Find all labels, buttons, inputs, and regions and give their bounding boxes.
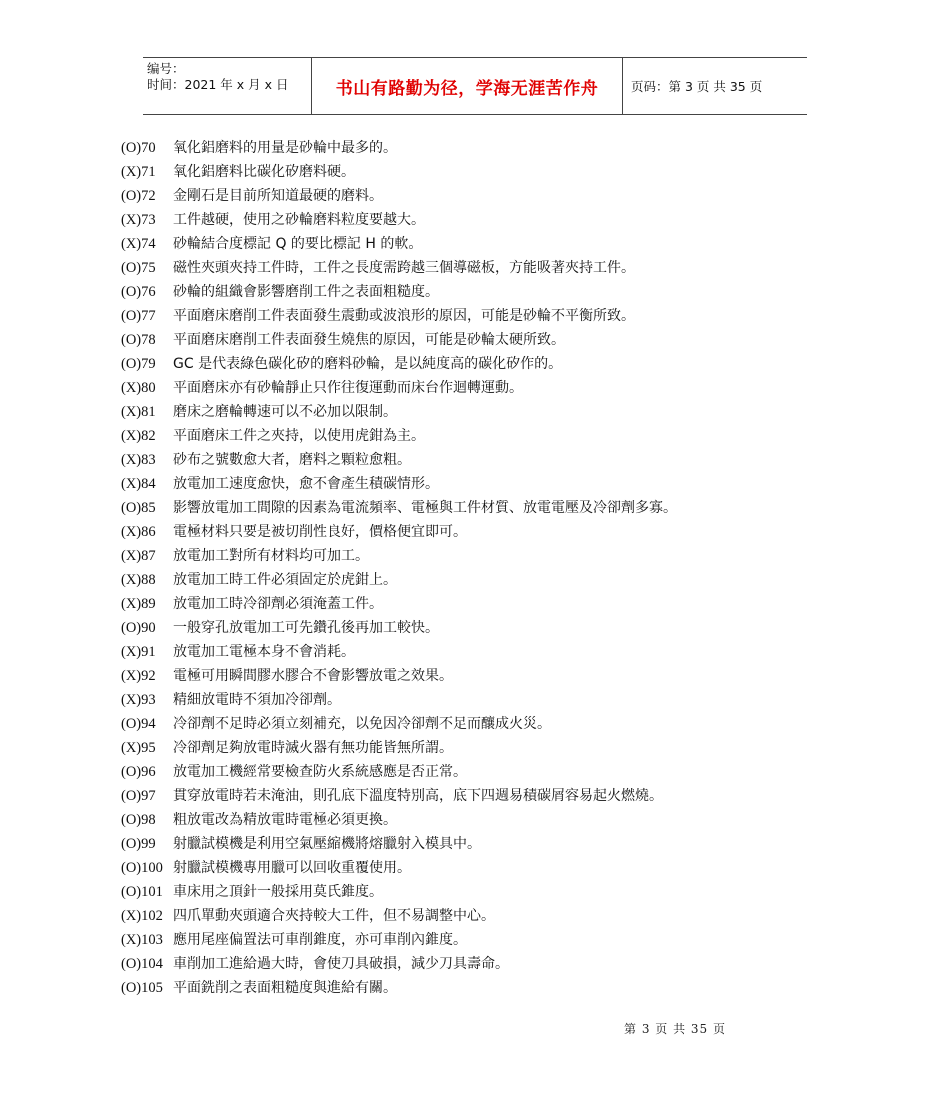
statement-text: 應用尾座偏置法可車削錐度，亦可車削內錐度。 <box>173 932 467 948</box>
answer-mark: (X)86 <box>121 524 156 540</box>
statement-text: 射臘試模機是利用空氣壓縮機將熔臘射入模具中。 <box>173 836 481 852</box>
answer-mark: (O)101 <box>121 884 163 900</box>
answer-mark: (X)88 <box>121 572 156 588</box>
answer-mark: (O)105 <box>121 980 163 996</box>
answer-mark: (O)94 <box>121 716 156 732</box>
list-item <box>121 400 821 424</box>
list-item <box>121 424 821 448</box>
list-item <box>121 544 821 568</box>
statement-text: 影響放電加工間隙的因素為電流頻率、電極與工件材質、放電電壓及冷卻劑多寡。 <box>173 500 677 516</box>
list-item <box>121 232 821 256</box>
statement-text: 冷卻劑不足時必須立刻補充，以免因冷卻劑不足而釀成火災。 <box>173 716 551 732</box>
answer-mark: (O)76 <box>121 284 156 300</box>
answer-mark: (X)92 <box>121 668 156 684</box>
list-item <box>121 256 821 280</box>
page-header <box>143 57 807 115</box>
statement-text: 貫穿放電時若未淹油，則孔底下溫度特別高，底下四週易積碳屑容易起火燃燒。 <box>173 788 663 804</box>
header-info <box>143 58 311 114</box>
statement-text: 氧化鋁磨料比碳化矽磨料硬。 <box>173 164 355 180</box>
list-item <box>121 928 821 952</box>
answer-mark: (O)96 <box>121 764 156 780</box>
answer-mark: (X)83 <box>121 452 156 468</box>
answer-mark: (X)87 <box>121 548 156 564</box>
list-item <box>121 448 821 472</box>
answer-mark: (X)93 <box>121 692 156 708</box>
answer-mark: (O)72 <box>121 188 156 204</box>
statement-text: 平面磨床亦有砂輪靜止只作往復運動而床台作迴轉運動。 <box>173 380 523 396</box>
statement-text: 放電加工速度愈快，愈不會產生積碳情形。 <box>173 476 439 492</box>
answer-mark: (X)71 <box>121 164 156 180</box>
answer-mark: (X)84 <box>121 476 156 492</box>
list-item <box>121 520 821 544</box>
answer-mark: (O)100 <box>121 860 163 876</box>
statement-text: GC 是代表綠色碳化矽的磨料砂輪，是以純度高的碳化矽作的。 <box>173 356 563 372</box>
list-item <box>121 832 821 856</box>
statement-text: 砂輪的組織會影響磨削工件之表面粗糙度。 <box>173 284 439 300</box>
list-item <box>121 184 821 208</box>
list-item <box>121 568 821 592</box>
list-item <box>121 160 821 184</box>
answer-mark: (O)78 <box>121 332 156 348</box>
list-item <box>121 328 821 352</box>
statement-text: 粗放電改為精放電時電極必須更換。 <box>173 812 397 828</box>
statement-text: 電極可用瞬間膠水膠合不會影響放電之效果。 <box>173 668 453 684</box>
statement-text: 放電加工對所有材料均可加工。 <box>173 548 369 564</box>
statement-text: 射臘試模機專用臘可以回收重覆使用。 <box>173 860 411 876</box>
list-item <box>121 976 821 1000</box>
answer-mark: (X)81 <box>121 404 156 420</box>
list-item <box>121 784 821 808</box>
list-item <box>121 352 821 376</box>
list-item <box>121 208 821 232</box>
statement-text: 氧化鋁磨料的用量是砂輪中最多的。 <box>173 140 397 156</box>
answer-mark: (O)85 <box>121 500 156 516</box>
list-item <box>121 496 821 520</box>
statement-text: 砂輪結合度標記 Q 的要比標記 H 的軟。 <box>173 236 423 252</box>
list-item <box>121 688 821 712</box>
answer-mark: (O)70 <box>121 140 156 156</box>
answer-mark: (X)102 <box>121 908 163 924</box>
list-item <box>121 616 821 640</box>
header-motto: 书山有路勤为径，学海无涯苦作舟 <box>311 58 623 114</box>
header-page-label: 页码：第 3 页 共 35 页 <box>631 79 763 94</box>
answer-mark: (X)73 <box>121 212 156 228</box>
list-item <box>121 856 821 880</box>
number-label: 编号： <box>147 61 185 76</box>
list-item <box>121 136 821 160</box>
statement-text: 放電加工時工件必須固定於虎鉗上。 <box>173 572 397 588</box>
statement-text: 砂布之號數愈大者，磨料之顆粒愈粗。 <box>173 452 411 468</box>
statement-text: 電極材料只要是被切削性良好，價格便宜即可。 <box>173 524 467 540</box>
statement-text: 四爪單動夾頭適合夾持較大工件，但不易調整中心。 <box>173 908 495 924</box>
statement-text: 精細放電時不須加冷卻劑。 <box>173 692 341 708</box>
answer-mark: (X)91 <box>121 644 156 660</box>
list-item <box>121 760 821 784</box>
statement-text: 放電加工電極本身不會消耗。 <box>173 644 355 660</box>
answer-mark: (O)98 <box>121 812 156 828</box>
list-item <box>121 280 821 304</box>
answer-mark: (O)99 <box>121 836 156 852</box>
answer-mark: (O)97 <box>121 788 156 804</box>
answer-mark: (O)77 <box>121 308 156 324</box>
answer-mark: (O)75 <box>121 260 156 276</box>
statement-text: 車削加工進給過大時，會使刀具破損，減少刀具壽命。 <box>173 956 509 972</box>
answer-mark: (O)90 <box>121 620 156 636</box>
list-item <box>121 664 821 688</box>
list-item <box>121 952 821 976</box>
statement-text: 平面銑削之表面粗糙度與進給有關。 <box>173 980 397 996</box>
list-item <box>121 880 821 904</box>
statement-text: 平面磨床磨削工件表面發生震動或波浪形的原因，可能是砂輪不平衡所致。 <box>173 308 635 324</box>
statement-text: 工件越硬，使用之砂輪磨料粒度要越大。 <box>173 212 425 228</box>
list-item <box>121 304 821 328</box>
list-item <box>121 472 821 496</box>
statement-text: 金剛石是目前所知道最硬的磨料。 <box>173 188 383 204</box>
list-item <box>121 592 821 616</box>
page-footer: 第 3 页 共 35 页 <box>624 1022 726 1036</box>
statement-text: 放電加工時冷卻劑必須淹蓋工件。 <box>173 596 383 612</box>
statement-text: 平面磨床磨削工件表面發生燒焦的原因，可能是砂輪太硬所致。 <box>173 332 565 348</box>
answer-mark: (O)104 <box>121 956 163 972</box>
statement-text: 放電加工機經常要檢查防火系統感應是否正常。 <box>173 764 467 780</box>
statement-text: 冷卻劑足夠放電時滅火器有無功能皆無所謂。 <box>173 740 453 756</box>
statement-text: 平面磨床工件之夾持，以使用虎鉗為主。 <box>173 428 425 444</box>
answer-mark: (X)89 <box>121 596 156 612</box>
answer-mark: (X)103 <box>121 932 163 948</box>
answer-mark: (X)82 <box>121 428 156 444</box>
statement-text: 磁性夾頭夾持工件時，工件之長度需跨越三個導磁板，方能吸著夾持工件。 <box>173 260 635 276</box>
time-label: 时间：2021 年 x 月 x 日 <box>147 77 289 92</box>
answer-mark: (X)80 <box>121 380 156 396</box>
list-item <box>121 808 821 832</box>
answer-mark: (O)79 <box>121 356 156 372</box>
list-item <box>121 904 821 928</box>
statement-text: 一般穿孔放電加工可先鑽孔後再加工較快。 <box>173 620 439 636</box>
statement-text: 磨床之磨輪轉速可以不必加以限制。 <box>173 404 397 420</box>
answer-mark: (X)95 <box>121 740 156 756</box>
statement-text: 車床用之頂針一般採用莫氏錐度。 <box>173 884 383 900</box>
question-list <box>121 136 821 1000</box>
list-item <box>121 640 821 664</box>
list-item <box>121 376 821 400</box>
list-item <box>121 712 821 736</box>
list-item <box>121 736 821 760</box>
answer-mark: (X)74 <box>121 236 156 252</box>
